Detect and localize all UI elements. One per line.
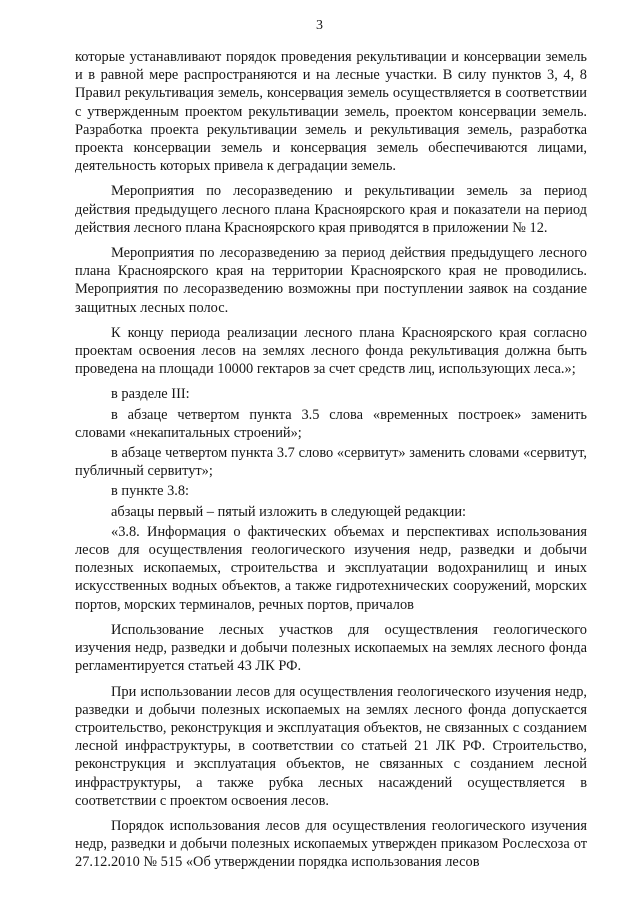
paragraph-item-3-5: в абзаце четвертом пункта 3.5 слова «временных построек» заменить словами «некапитальных строений»; bbox=[75, 406, 587, 441]
page-number: 3 bbox=[316, 18, 323, 33]
paragraph-recultivation-area: К концу периода реализации лесного плана Красноярского края согласно проектам освоения лесов на землях лесного фонда рекультивация должна быть проведена на площади 10000 гектаров за счет средств лиц, использующих леса.»; bbox=[75, 324, 587, 378]
paragraph-item-3-7: в абзаце четвертом пункта 3.7 слово «сервитут» заменить словами «сервитут, публичный сервитут»; bbox=[75, 445, 587, 480]
paragraph-new-wording: абзацы первый – пятый изложить в следующей редакции: bbox=[111, 503, 467, 520]
paragraph-construction-permitted: При использовании лесов для осуществления геологического изучения недр, разведки и добычи полезных ископаемых на землях лесного фонда допускается строительство, реконструкция и эксплуатация объектов, не связанных с созданием лесной инфраструктуры, в соответствии со статьей 21 ЛК РФ. Строительство, реконструкция и эксплуатация объектов, не связанных с созданием лесной инфраструктуры, а также рубка лесных насаждений осуществляется в соответствии с проектом освоения лесов. bbox=[75, 683, 587, 809]
paragraph-3-8-information: «3.8. Информация о фактических объемах и перспективах использования лесов для осуществления геологического изучения недр, разведки и добычи полезных ископаемых, строительства и эксплуатации водохранилищ и иных искусственных водных объектов, а также гидротехнических сооружений, морских портов, морских терминалов, речных портов, причалов bbox=[75, 523, 587, 613]
paragraph-recultivation-rules: которые устанавливают порядок проведения рекультивации и консервации земель и в равной мере распространяются и на лесные участки. В силу пунктов 3, 4, 8 Правил рекультивация земель, консервация земель осуществляется в соответствии с утвержденным проектом рекультивации земель, проектом консервации земель. Разработка проекта рекультивации земель и рекультивация земель, разработка проекта консервации земель и консервация земель обеспечиваются лицами, деятельность которых привела к деградации земель. bbox=[75, 49, 587, 175]
paragraph-item-3-8: в пункте 3.8: bbox=[111, 483, 190, 500]
paragraph-afforestation-previous-period: Мероприятия по лесоразведению за период действия предыдущего лесного плана Красноярского края на территории Красноярского края не проводились. Мероприятия по лесоразведению возможны при поступлении заявок на создание защитных лесных полос. bbox=[75, 245, 587, 316]
paragraph-afforestation-measures: Мероприятия по лесоразведению и рекультивации земель за период действия предыдущего лесного плана Красноярского края и показатели на период действия лесного плана Красноярского края приводятся в приложении № 12. bbox=[75, 183, 587, 236]
paragraph-section-iii: в разделе III: bbox=[111, 386, 190, 403]
paragraph-land-use-regulation: Использование лесных участков для осуществления геологического изучения недр, разведки и добычи полезных ископаемых на землях лесного фонда регламентируется статьей 43 ЛК РФ. bbox=[75, 621, 587, 675]
paragraph-order-rosleskhoz: Порядок использования лесов для осуществления геологического изучения недр, разведки и добычи полезных ископаемых утвержден приказом Рослесхоза от 27.12.2010 № 515 «Об утверждении порядка использования лесов bbox=[75, 817, 587, 871]
document-body bbox=[75, 48, 587, 879]
